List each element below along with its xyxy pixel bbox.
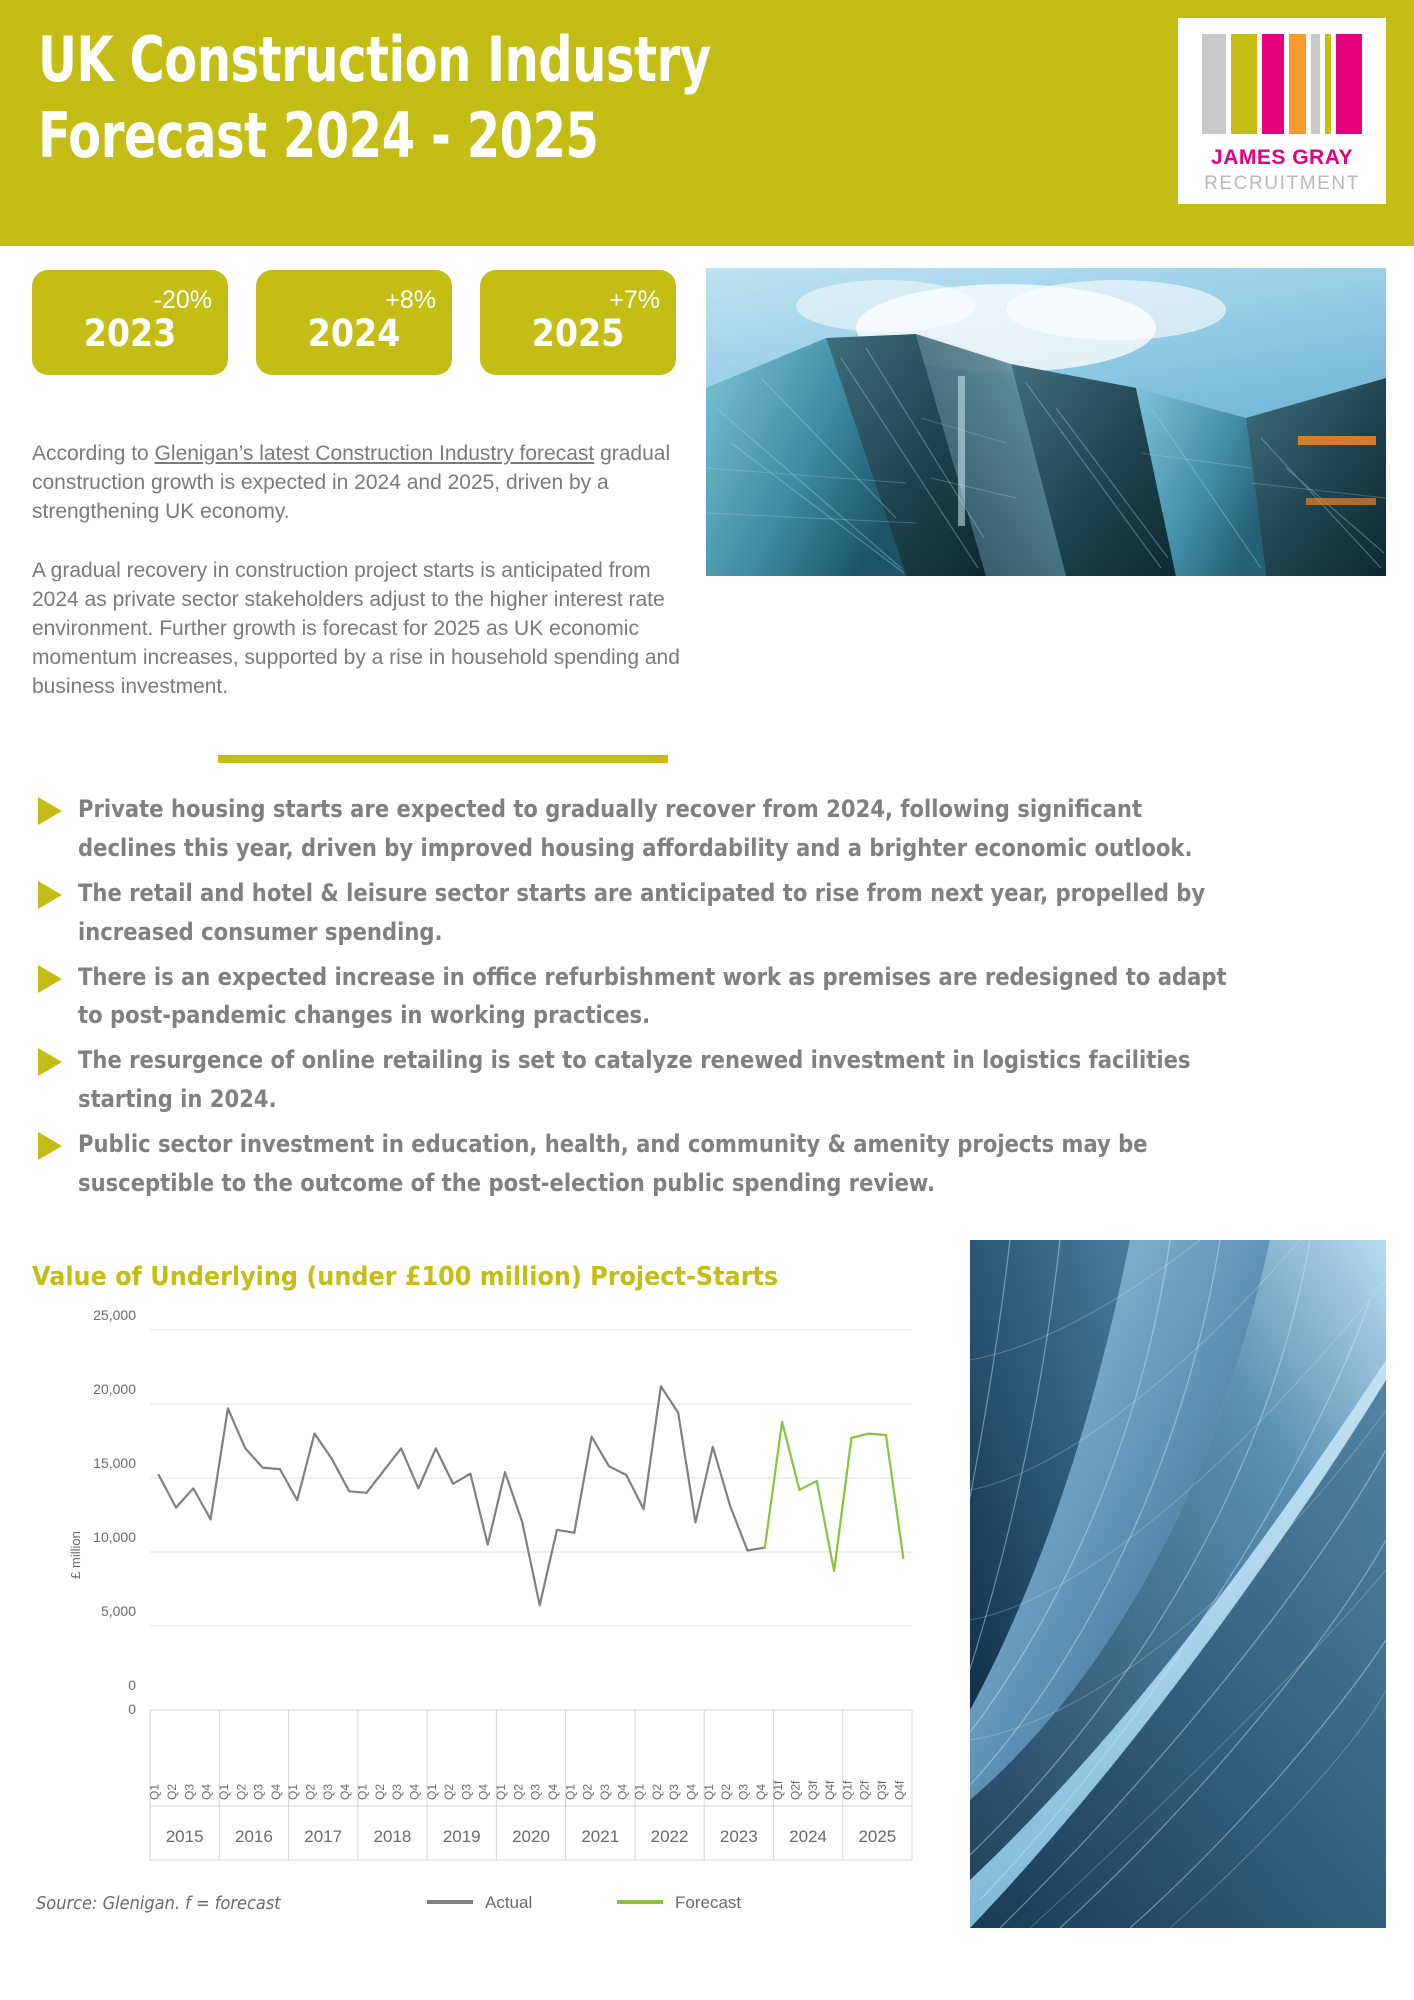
legend-label-forecast: Forecast xyxy=(675,1893,742,1912)
x-axis-quarter-label: Q2f xyxy=(857,1780,872,1800)
x-axis-quarter-label: Q1 xyxy=(216,1783,231,1800)
project-starts-line-chart xyxy=(32,1310,952,1930)
x-axis-year-label: 2022 xyxy=(650,1827,689,1846)
x-axis-year-label: 2023 xyxy=(719,1827,758,1846)
chart-container xyxy=(32,1310,952,1930)
x-axis-quarter-label: Q3 xyxy=(182,1783,197,1800)
y-axis-tick-label: 5,000 xyxy=(100,1603,136,1619)
glenigan-forecast-link[interactable]: Glenigan’s latest Construction Industry forecast xyxy=(154,442,595,465)
x-axis-quarter-label: Q3f xyxy=(805,1780,820,1800)
y-axis-tick-label: 20,000 xyxy=(93,1381,136,1397)
x-axis-quarter-label: Q3 xyxy=(390,1783,405,1800)
x-axis-quarter-label: Q2 xyxy=(649,1783,664,1800)
list-item xyxy=(32,1041,1387,1119)
x-axis-year-label: 2025 xyxy=(858,1827,897,1846)
badge-percent: -20% xyxy=(153,286,212,314)
key-points-list xyxy=(32,790,1387,1209)
list-item xyxy=(32,958,1387,1036)
intro-p1-after: gradual construction growth is expected in 2024 and 2025, driven by a strengthening UK economy. xyxy=(32,442,671,523)
intro-paragraph-1 xyxy=(32,440,692,527)
x-axis-quarter-label: Q3 xyxy=(597,1783,612,1800)
x-axis-quarter-label: Q2 xyxy=(580,1783,595,1800)
y-axis-title: £ million xyxy=(68,1531,83,1579)
page-header xyxy=(0,0,1414,246)
forecast-badge-2023 xyxy=(32,270,228,375)
x-axis-quarter-label: Q1 xyxy=(424,1783,439,1800)
x-axis-quarter-label: Q4 xyxy=(268,1783,283,1800)
list-item-text: Public sector investment in education, health, and community & amenity projects may be susceptible to the outcome of the post-election public spending review. xyxy=(78,1130,1148,1197)
y-axis-tick-label: 10,000 xyxy=(93,1529,136,1545)
x-axis-quarter-label: Q3 xyxy=(251,1783,266,1800)
intro-text xyxy=(32,440,692,732)
x-axis-quarter-label: Q2 xyxy=(442,1783,457,1800)
list-item-text: There is an expected increase in office refurbishment work as premises are redesigned to adapt to post-pandemic changes in working practices. xyxy=(78,962,1227,1030)
x-axis-year-label: 2015 xyxy=(165,1827,204,1846)
x-axis-quarter-label: Q1 xyxy=(494,1783,509,1800)
page-title xyxy=(38,22,984,173)
x-axis-quarter-label: Q4 xyxy=(545,1783,560,1800)
chart-source-note: Source: Glenigan. f = forecast xyxy=(36,1893,281,1914)
x-axis-year-label: 2024 xyxy=(789,1827,828,1846)
badge-year: 2023 xyxy=(83,312,177,355)
chart-line-actual xyxy=(159,1386,765,1605)
page-title-line-2: Forecast 2024 - 2025 xyxy=(38,98,599,172)
x-axis-quarter-label: Q1 xyxy=(632,1783,647,1800)
intro-p1-before: According to xyxy=(32,442,155,465)
x-axis-quarter-label: Q1 xyxy=(286,1783,301,1800)
chart-line-forecast xyxy=(765,1422,904,1571)
x-axis-quarter-label: Q2 xyxy=(719,1783,734,1800)
arrow-right-icon xyxy=(32,1129,66,1163)
badge-year: 2024 xyxy=(307,312,401,355)
logo-barcode-icon xyxy=(1202,34,1362,134)
logo-company-subtitle: RECRUITMENT xyxy=(1204,173,1360,194)
list-item-text: The retail and hotel & leisure sector starts are anticipated to rise from next year, propelled by increased consumer spending. xyxy=(78,878,1206,946)
x-axis-quarter-label: Q1 xyxy=(147,1783,162,1800)
x-axis-quarter-label: Q3 xyxy=(528,1783,543,1800)
x-axis-quarter-label: Q2 xyxy=(164,1783,179,1800)
y-axis-tick-label: 25,000 xyxy=(93,1310,136,1323)
x-axis-year-label: 2020 xyxy=(512,1827,550,1846)
x-axis-quarter-label: Q1f xyxy=(840,1780,855,1800)
x-axis-quarter-label: Q4 xyxy=(476,1783,491,1800)
intro-paragraph-2: A gradual recovery in construction project starts is anticipated from 2024 as private sector stakeholders adjust to the higher interest rate environment. Further growth is forecast for 2025 as UK economic momentum increases, supported by a rise in household spending and business investment. xyxy=(32,558,680,698)
x-axis-year-label: 2019 xyxy=(442,1827,481,1846)
x-axis-quarter-label: Q4 xyxy=(753,1783,768,1800)
company-logo xyxy=(1178,18,1386,204)
list-item-text: Private housing starts are expected to gradually recover from 2024, following significant declines this year, driven by improved housing affordability and a brighter economic outlook. xyxy=(78,795,1193,862)
x-axis-quarter-label: Q3f xyxy=(875,1780,890,1800)
x-axis-quarter-label: Q3 xyxy=(667,1783,682,1800)
x-axis-quarter-label: Q4 xyxy=(615,1783,630,1800)
badge-percent: +7% xyxy=(609,286,660,314)
x-axis-quarter-label: Q3 xyxy=(459,1783,474,1800)
curved-facade-illustration xyxy=(970,1240,1386,1928)
arrow-right-icon xyxy=(32,1045,66,1079)
x-axis-quarter-label: Q2f xyxy=(788,1780,803,1800)
x-axis-quarter-label: Q4f xyxy=(823,1780,838,1800)
x-axis-quarter-label: Q3 xyxy=(320,1783,335,1800)
y-axis-tick-label: 15,000 xyxy=(93,1455,136,1471)
x-axis-quarter-label: Q3 xyxy=(736,1783,751,1800)
list-item xyxy=(32,790,1387,868)
page-title-line-1: UK Construction Industry xyxy=(38,23,711,96)
arrow-right-icon xyxy=(32,962,66,996)
hero-image-curved-facade xyxy=(970,1240,1386,1928)
chart-title: Value of Underlying (under £100 million) Project-Starts xyxy=(32,1262,779,1292)
forecast-badge-2024 xyxy=(256,270,452,375)
forecast-badges xyxy=(32,270,676,375)
x-axis-quarter-label: Q1 xyxy=(701,1783,716,1800)
x-axis-year-label: 2018 xyxy=(373,1827,412,1846)
badge-year: 2025 xyxy=(531,312,625,355)
badge-percent: +8% xyxy=(385,286,436,314)
x-axis-quarter-label: Q2 xyxy=(303,1783,318,1800)
list-item xyxy=(32,874,1387,952)
x-axis-quarter-label: Q4 xyxy=(407,1783,422,1800)
y-axis-tick-label: 0 xyxy=(128,1677,136,1693)
x-axis-quarter-label: Q1f xyxy=(771,1780,786,1800)
x-axis-year-label: 2021 xyxy=(581,1827,620,1846)
x-axis-quarter-label: Q4f xyxy=(892,1780,907,1800)
x-axis-quarter-label: Q2 xyxy=(511,1783,526,1800)
x-axis-quarter-label: Q2 xyxy=(234,1783,249,1800)
section-divider xyxy=(218,755,668,763)
arrow-right-icon xyxy=(32,878,66,912)
x-axis-quarter-label: Q1 xyxy=(563,1783,578,1800)
skyscraper-illustration xyxy=(706,268,1386,576)
hero-image-skyscrapers xyxy=(706,268,1386,576)
list-item xyxy=(32,1125,1387,1203)
x-axis-quarter-label: Q1 xyxy=(355,1783,370,1800)
x-axis-quarter-label: Q4 xyxy=(684,1783,699,1800)
arrow-right-icon xyxy=(32,794,66,828)
x-axis-quarter-label: Q2 xyxy=(372,1783,387,1800)
list-item-text: The resurgence of online retailing is set to catalyze renewed investment in logistics facilities starting in 2024. xyxy=(78,1046,1191,1114)
x-axis-year-label: 2016 xyxy=(234,1827,273,1846)
legend-label-actual: Actual xyxy=(485,1893,533,1912)
x-axis-year-label: 2017 xyxy=(304,1827,343,1846)
x-axis-quarter-label: Q4 xyxy=(338,1783,353,1800)
y-axis-zero-label: 0 xyxy=(128,1701,136,1717)
forecast-badge-2025 xyxy=(480,270,676,375)
x-axis-quarter-label: Q4 xyxy=(199,1783,214,1800)
logo-company-name: JAMES GRAY xyxy=(1211,146,1353,169)
